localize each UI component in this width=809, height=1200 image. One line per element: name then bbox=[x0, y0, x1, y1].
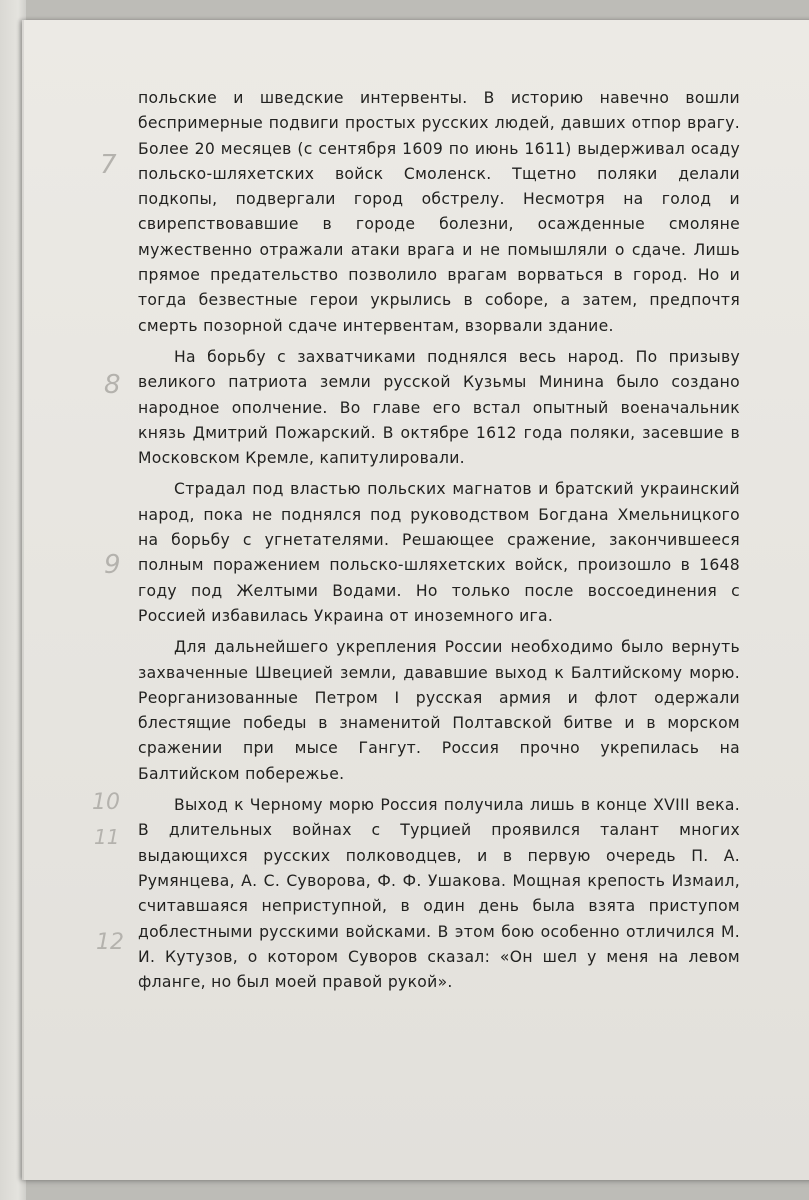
body-text bbox=[138, 86, 740, 995]
margin-note-7: 7 bbox=[100, 150, 117, 180]
margin-note-8: 8 bbox=[104, 370, 121, 400]
margin-note-9: 9 bbox=[104, 550, 121, 580]
margin-note-10: 10 bbox=[92, 790, 120, 815]
paragraph-ukraine: Страдал под властью польских магнатов и братский украинский народ, пока не поднялся под руководством Богдана Хмельницкого на борьбу с угнетателями. Решающее сражение, закончившееся полным поражением польско-шляхетских войск, произошло в 1648 году под Желтыми Водами. Но только после воссоединения с Россией избавилась Украина от иноземного ига. bbox=[138, 480, 740, 625]
paragraph-black-sea: Выход к Черному морю Россия получила лишь в конце XVIII века. В длительных войнах с Турцией проявился талант многих выдающихся русских полководцев, и в первую очередь П. А. Румянцева, А. С. Суворова, Ф. Ф. Ушакова. Мощная крепость Измаил, считавшаяся неприступной, в один день была взята приступом доблестными русскими войсками. В этом бою особенно отличился М. И. Кутузов, о котором Суворов сказал: «Он шел у меня на левом фланге, но был моей правой рукой». bbox=[138, 796, 740, 992]
page-fold bbox=[22, 20, 24, 1180]
paragraph-baltic: Для дальнейшего укрепления России необходимо было вернуть захваченные Швецией земли, дававшие выход к Балтийскому морю. Реорганизованные Петром I русская армия и флот одержали блестящие победы в знаменитой Полтавской битве и в морском сражении при мысе Гангут. Россия прочно укрепилась на Балтийском побережье. bbox=[138, 638, 740, 783]
margin-note-12: 12 bbox=[96, 930, 124, 955]
paragraph-militia: На борьбу с захватчиками поднялся весь народ. По призыву великого патриота земли русской Кузьмы Минина было создано народное ополчение. Во главе его встал опытный военачальник князь Дмитрий Пожарский. В октябре 1612 года поляки, засевшие в Московском Кремле, капитулировали. bbox=[138, 347, 740, 468]
margin-note-11: 11 bbox=[94, 825, 120, 849]
paragraph-smolensk: польские и шведские интервенты. В историю навечно вошли беспримерные подвиги простых русских людей, давших отпор врагу. Более 20 месяцев (с сентября 1609 по июнь 1611) выдерживал осаду польско-шляхетских войск Смоленск. Тщетно поляки делали подкопы, подвергали город обстрелу. Несмотря на голод и свирепствовавшие в городе болезни, осажденные смоляне мужественно отражали атаки врага и не помышляли о сдаче. Лишь прямое предательство позволило врагам ворваться в город. Но и тогда безвестные герои укрылись в соборе, а затем, предпочтя смерть позорной сдаче интервентам, взорвали здание. bbox=[138, 89, 740, 335]
